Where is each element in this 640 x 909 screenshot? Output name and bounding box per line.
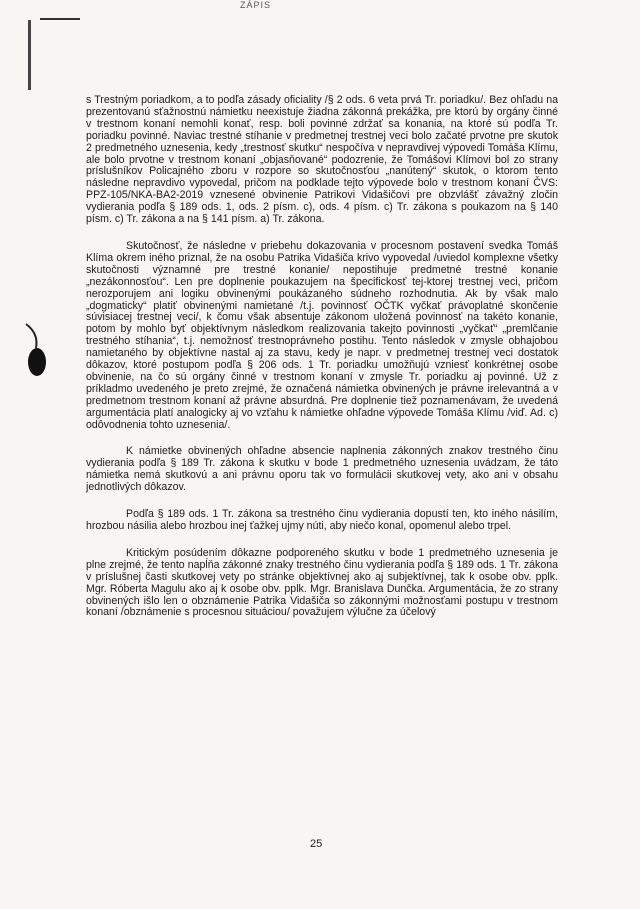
body-text [86, 95, 558, 634]
paragraph: K námietke obvinených ohľadne absencie naplnenia zákonných znakov trestného činu vydierania podľa § 189 Tr. zákona k skutku v bode 1 predmetného uznesenia uvádzam, že táto námietka nemá skutkovú a ani právnu oporu tak vo formulácii skutkovej vety, ako ani v obsahu jednotlivých dôkazov. [86, 445, 558, 494]
paragraph: Kritickým posúdením dôkazne podporeného skutku v bode 1 predmetného uznesenia je plne zrejmé, že tento napĺňa zákonné znaky trestného činu vydierania podľa § 189 ods. 1 Tr. zákona v príslušnej časti skutkovej vety po stránke objektívnej ako aj subjektívnej, tak k osobe obv. pplk. Mgr. Róberta Magulu ako aj k osobe obv. pplk. Mgr. Branislava Dunčka. Argumentácia, že zo strany obvinených išlo len o obznámenie Patrika Vidašiča so zákonnými možnosťami postupu v trestnom konaní /obznámenie s procesnou situáciou/ považujem výlučne za účelový [86, 546, 558, 619]
page-number: 25 [310, 838, 323, 850]
paragraph: s Trestným poriadkom, a to podľa zásady oficiality /§ 2 ods. 6 veta prvá Tr. poriadku/. Bez ohľadu na prezentovanú sťažnostnú námietku neexistuje žiadna zákonná prekážka, pre ktorú by orgány činné v trestnom konaní nemohli konať, resp. boli povinné zdržať sa konania, na ktoré sú podľa Tr. poriadku povinné. Naviac trestné stíhanie v predmetnej trestnej veci bolo začaté prvotne pre skutok 2 predmetného uznesenia, kedy „trestnosť skutku“ nespočíva v nepravdivej výpovedi Tomáša Klímu, ale bolo prvotne v trestnom konaní „objasňované“ podozrenie, že Tomášovi Klímovi bol zo strany príslušníkov Policajného zboru v rozpore so skutočnosťou „nanútený“ skutok, o ktorom tento následne nepravdivo vypovedal, pričom na podklade tejto výpovede bolo v trestnom konaní ČVS: PPZ-105/NKA-BA2-2019 vznesené obvinenie Patrikovi Vidašičovi pre obzvlášť závažný zločin vydierania podľa § 189 ods. 1, ods. 2 písm. c), ods. 4 písm. c) Tr. zákona s poukazom na § 140 písm. c) Tr. zákona a na § 141 písm. a) Tr. zákona. [86, 94, 558, 226]
header-scrap: ZÁPIS [240, 0, 272, 10]
scan-mark-top [40, 18, 80, 32]
paragraph: Podľa § 189 ods. 1 Tr. zákona sa trestného činu vydierania dopustí ten, kto iného násilím, hrozbou násilia alebo hrozbou inej ťažkej ujmy núti, aby niečo konal, opomenul alebo trpel. [86, 508, 558, 532]
binder-hole-mark [24, 320, 50, 380]
scan-mark-left [28, 20, 31, 90]
paragraph: Skutočnosť, že následne v priebehu dokazovania v procesnom postavení svedka Tomáš Klíma okrem iného priznal, že na osobu Patrika Vidašiča krivo vypovedal /uviedol komplexne všetky skutočnosti významné pre trestné konanie/ nepostihuje predmetné trestné konanie „nezákonnosťou“. Len pre doplnenie poukazujem na špecifickosť tej-ktorej trestnej veci, pričom nerozporujem ani logiku obvinenými poukázaného súdneho rozhodnutia. Ak by však malo „dogmaticky“ platiť obvinenými namietané /t.j. povinnosť OČTK vyčkať právoplatné skončenie súvisiacej trestnej veci/, k čomu však absentuje zákonom uložená povinnosť na takéto konanie, potom by mohlo byť objektívnym následkom realizovania takejto povinnosti „vyčkať“ „premlčanie trestného stíhania“, t.j. nemožnosť trestnoprávneho postihu. Tento následok v zmysle obhajobou namietaného by objektívne nastal aj za stavu, kedy je napr. v predmetnej trestnej veci dostatok dôkazov, ktoré postupom podľa § 206 ods. 1 Tr. poriadku umožňujú vzniesť konkrétnej osobe obvinenie, na čo sú orgány činné v trestnom konaní v zmysle Tr. poriadku aj povinné. Už z príkladmo uvedeného je preto zrejmé, že označená námietka obvinených je právne irelevantná a v predmetnom trestnom konaní až právne absurdná. Pre doplnenie tiež poznamenávam, že uvedená argumentácia platí analogicky aj vo vzťahu k námietke ohľadne výpovede Tomáša Klímu /viď. Ad. c) odôvodnenia tohto uznesenia/. [86, 239, 558, 431]
